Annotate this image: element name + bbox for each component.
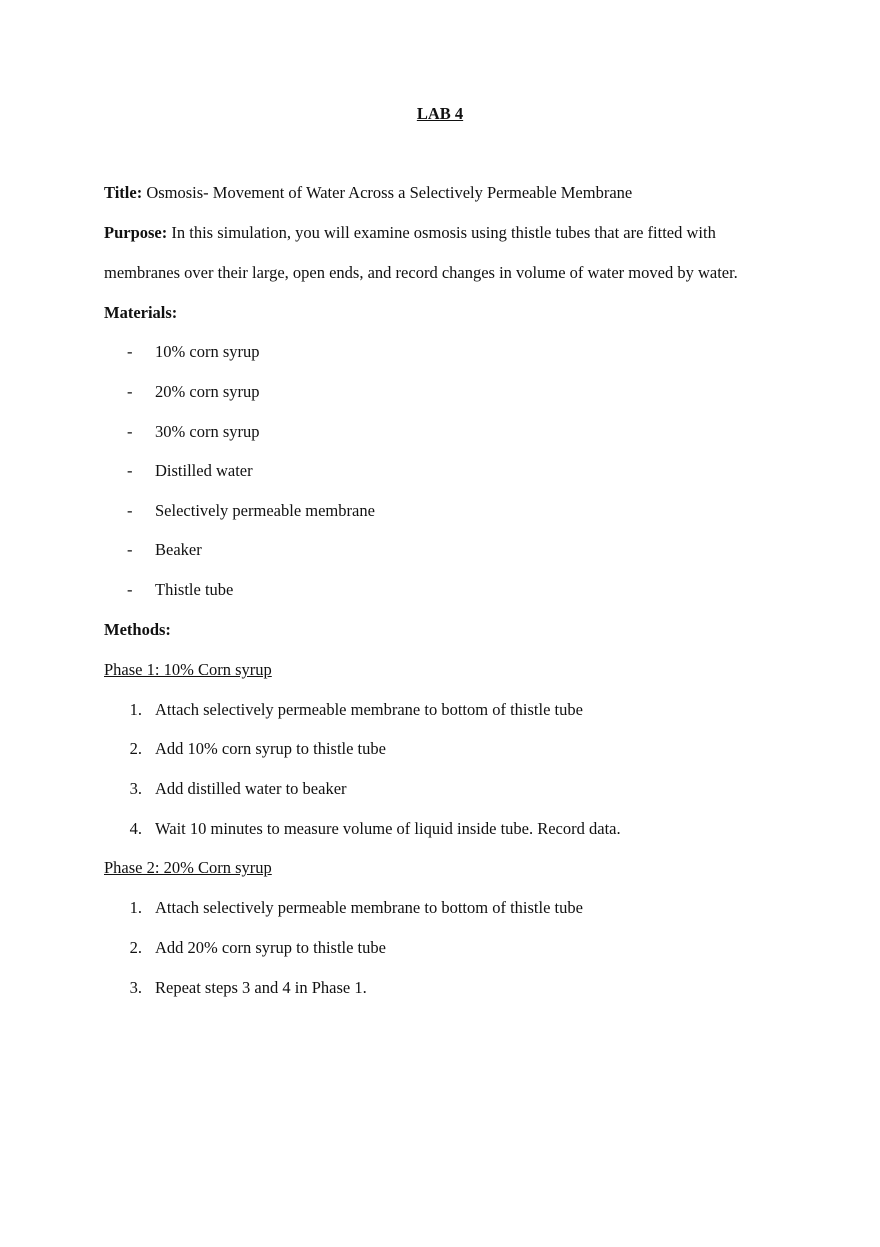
material-text: 10% corn syrup [155,342,260,361]
purpose-label: Purpose: [104,223,168,242]
materials-label: Materials: [104,303,178,322]
page-heading: LAB 4 [416,104,464,123]
step-number: 2. [129,938,142,957]
material-text: Selectively permeable membrane [155,501,375,520]
purpose-line-2: membranes over their large, open ends, and record changes in volume of water moved by water. [104,263,738,282]
step-text: Add distilled water to beaker [155,779,347,798]
step-number: 4. [129,819,142,838]
purpose-text-1: In this simulation, you will examine osmosis using thistle tubes that are fitted with [171,223,716,242]
step-text: Add 20% corn syrup to thistle tube [155,938,386,957]
bullet-marker: - [127,422,133,441]
step-text: Wait 10 minutes to measure volume of liquid inside tube. Record data. [155,819,621,838]
material-text: Beaker [155,540,202,559]
title-text: Osmosis- Movement of Water Across a Selectively Permeable Membrane [146,183,633,202]
step-number: 3. [129,978,142,997]
bullet-marker: - [127,461,133,480]
material-text: 20% corn syrup [155,382,260,401]
bullet-marker: - [127,501,133,520]
material-text: 30% corn syrup [155,422,260,441]
title-label: Title: [104,183,143,202]
step-text: Repeat steps 3 and 4 in Phase 1. [155,978,367,997]
bullet-marker: - [127,580,133,599]
bullet-marker: - [127,540,133,559]
methods-label: Methods: [104,620,171,639]
bullet-marker: - [127,342,133,361]
step-text: Attach selectively permeable membrane to bottom of thistle tube [155,700,583,719]
step-text: Attach selectively permeable membrane to bottom of thistle tube [155,898,583,917]
title-line [104,183,632,203]
step-number: 2. [129,739,142,758]
material-text: Distilled water [155,461,253,480]
step-text: Add 10% corn syrup to thistle tube [155,739,386,758]
step-number: 1. [129,700,142,719]
phase2-title: Phase 2: 20% Corn syrup [104,858,272,877]
step-number: 3. [129,779,142,798]
bullet-marker: - [127,382,133,401]
phase1-title: Phase 1: 10% Corn syrup [104,660,272,679]
step-number: 1. [129,898,142,917]
purpose-line-1 [104,223,716,243]
material-text: Thistle tube [155,580,234,599]
